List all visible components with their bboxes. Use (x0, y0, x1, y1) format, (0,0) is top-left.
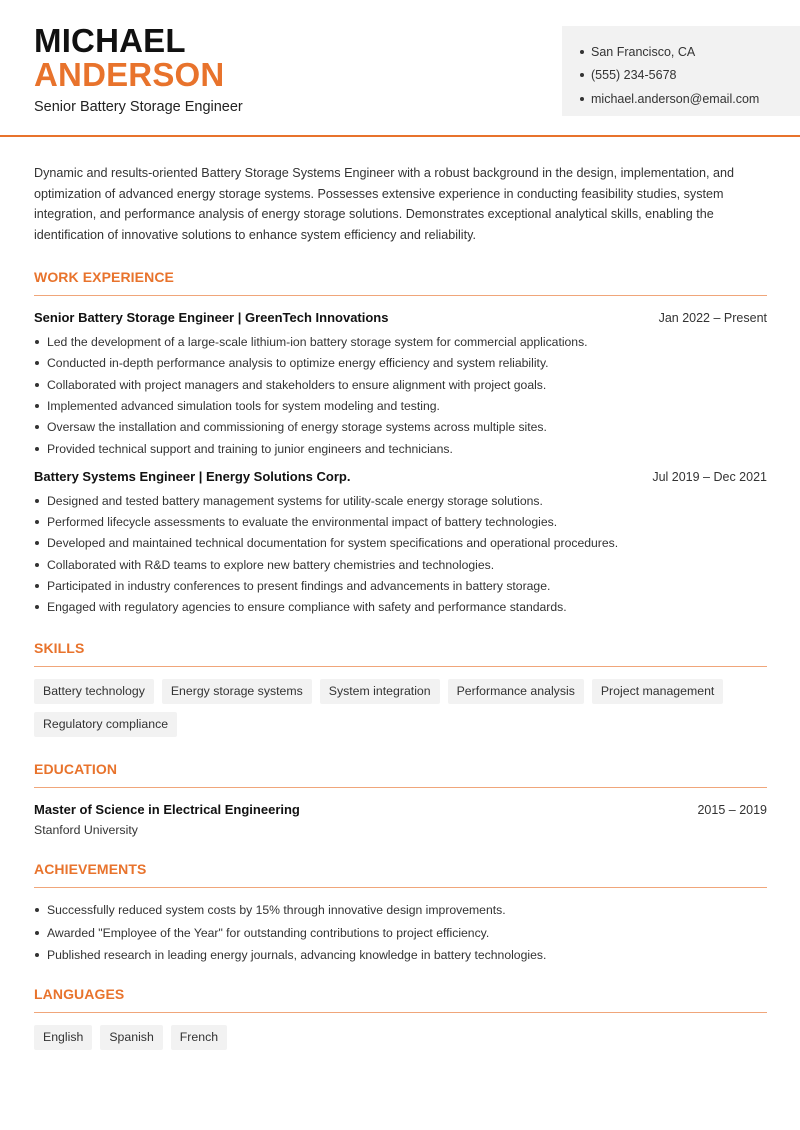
job-role: Battery Systems Engineer | Energy Solutions Corp. (34, 469, 351, 485)
resume-body (34, 163, 767, 1050)
last-name: ANDERSON (34, 56, 225, 93)
work-experience-section (34, 269, 767, 618)
list-item (34, 438, 767, 459)
section-title-skills: SKILLS (34, 640, 767, 667)
list-item-text: Published research in leading energy journals, advancing knowledge in battery technologies. (47, 948, 547, 963)
skills-chips (34, 679, 767, 737)
list-item-text: Provided technical support and training to junior engineers and technicians. (47, 441, 453, 456)
job-entry (34, 469, 767, 618)
skill-chip: Project management (592, 679, 723, 704)
skill-chip: Performance analysis (448, 679, 584, 704)
bullet-icon (35, 541, 39, 545)
list-item (34, 395, 767, 416)
job-header (34, 469, 767, 484)
job-role: Senior Battery Storage Engineer | GreenTech Innovations (34, 310, 389, 326)
bullet-icon (35, 520, 39, 524)
bullet-icon (35, 447, 39, 451)
achievement-bullets (34, 899, 767, 967)
bullet-icon (35, 404, 39, 408)
bullet-icon (35, 340, 39, 344)
bullet-icon (35, 425, 39, 429)
list-item-text: Collaborated with project managers and stakeholders to ensure alignment with project goals. (47, 377, 547, 392)
contact-location (580, 40, 800, 64)
job-date: Jan 2022 – Present (658, 311, 767, 326)
list-item (34, 554, 767, 575)
bullet-icon (35, 953, 39, 957)
section-title-education: EDUCATION (34, 761, 767, 788)
languages-section (34, 986, 767, 1050)
language-chip: Spanish (100, 1025, 162, 1050)
bullet-icon (580, 73, 584, 77)
bullet-icon (35, 499, 39, 503)
bullet-icon (35, 605, 39, 609)
list-item-text: Awarded "Employee of the Year" for outstanding contributions to project efficiency. (47, 925, 490, 940)
skill-chip: System integration (320, 679, 440, 704)
bullet-icon (35, 361, 39, 365)
resume-header (0, 0, 800, 137)
contact-email-text[interactable]: michael.anderson@email.com (591, 91, 760, 106)
bullet-icon (580, 97, 584, 101)
list-item (34, 331, 767, 352)
list-item-text: Participated in industry conferences to present findings and advancements in battery storage. (47, 578, 551, 593)
list-item-text: Collaborated with R&D teams to explore new battery chemistries and technologies. (47, 557, 495, 572)
list-item (34, 353, 767, 374)
job-bullets (34, 331, 767, 459)
list-item (34, 575, 767, 596)
education-header (34, 802, 767, 817)
contact-email[interactable] (580, 87, 800, 111)
bullet-icon (35, 563, 39, 567)
bullet-icon (580, 50, 584, 54)
first-name: MICHAEL (34, 22, 186, 59)
list-item-text: Conducted in-depth performance analysis to optimize energy efficiency and system reliability. (47, 356, 549, 371)
bullet-icon (35, 383, 39, 387)
skill-chip: Regulatory compliance (34, 712, 177, 737)
list-item (34, 374, 767, 395)
contact-location-text: San Francisco, CA (591, 44, 696, 59)
language-chip: English (34, 1025, 92, 1050)
job-header (34, 310, 767, 325)
contact-phone-text: (555) 234-5678 (591, 68, 677, 83)
list-item-text: Engaged with regulatory agencies to ensure compliance with safety and performance standards. (47, 600, 567, 615)
job-date: Jul 2019 – Dec 2021 (652, 470, 767, 485)
bullet-icon (35, 931, 39, 935)
list-item-text: Implemented advanced simulation tools for system modeling and testing. (47, 398, 440, 413)
skills-section (34, 640, 767, 737)
list-item (34, 533, 767, 554)
section-title-languages: LANGUAGES (34, 986, 767, 1013)
section-title-work: WORK EXPERIENCE (34, 269, 767, 296)
list-item (34, 944, 767, 967)
contact-box (562, 26, 800, 116)
education-date: 2015 – 2019 (697, 802, 767, 817)
list-item (34, 899, 767, 922)
contact-phone (580, 64, 800, 88)
summary-paragraph: Dynamic and results-oriented Battery Storage Systems Engineer with a robust background in the design, implementation, and optimization of advanced energy storage systems. Possesses extensive experience in conducting feasibility studies, system integration, and performance analysis of energy storage solutions. Demonstrates exceptional analytical skills, enabling the identification of innovative solutions to enhance system efficiency and reliability. (34, 166, 735, 242)
bullet-icon (35, 908, 39, 912)
job-bullets (34, 490, 767, 618)
education-entry (34, 802, 767, 837)
skill-chip: Battery technology (34, 679, 154, 704)
list-item (34, 490, 767, 511)
list-item (34, 921, 767, 944)
education-section (34, 761, 767, 837)
list-item (34, 597, 767, 618)
language-chip: French (171, 1025, 227, 1050)
list-item-text: Oversaw the installation and commissioning of energy storage systems across multiple sites. (47, 420, 547, 435)
skill-chip: Energy storage systems (162, 679, 312, 704)
list-item (34, 511, 767, 532)
list-item-text: Performed lifecycle assessments to evaluate the environmental impact of battery technologies. (47, 515, 558, 530)
language-chips (34, 1025, 767, 1050)
school-name: Stanford University (34, 822, 138, 837)
job-entry (34, 310, 767, 459)
section-title-achievements: ACHIEVEMENTS (34, 861, 767, 888)
list-item-text: Designed and tested battery management systems for utility-scale energy storage solutions. (47, 493, 543, 508)
list-item-text: Led the development of a large-scale lithium-ion battery storage system for commercial applications. (47, 335, 588, 350)
list-item-text: Successfully reduced system costs by 15% through innovative design improvements. (47, 903, 506, 918)
job-title: Senior Battery Storage Engineer (34, 99, 243, 115)
bullet-icon (35, 584, 39, 588)
degree-name: Master of Science in Electrical Engineering (34, 801, 300, 817)
achievements-section (34, 861, 767, 967)
candidate-name (34, 24, 224, 92)
list-item (34, 417, 767, 438)
list-item-text: Developed and maintained technical documentation for system specifications and operational procedures. (47, 536, 619, 551)
